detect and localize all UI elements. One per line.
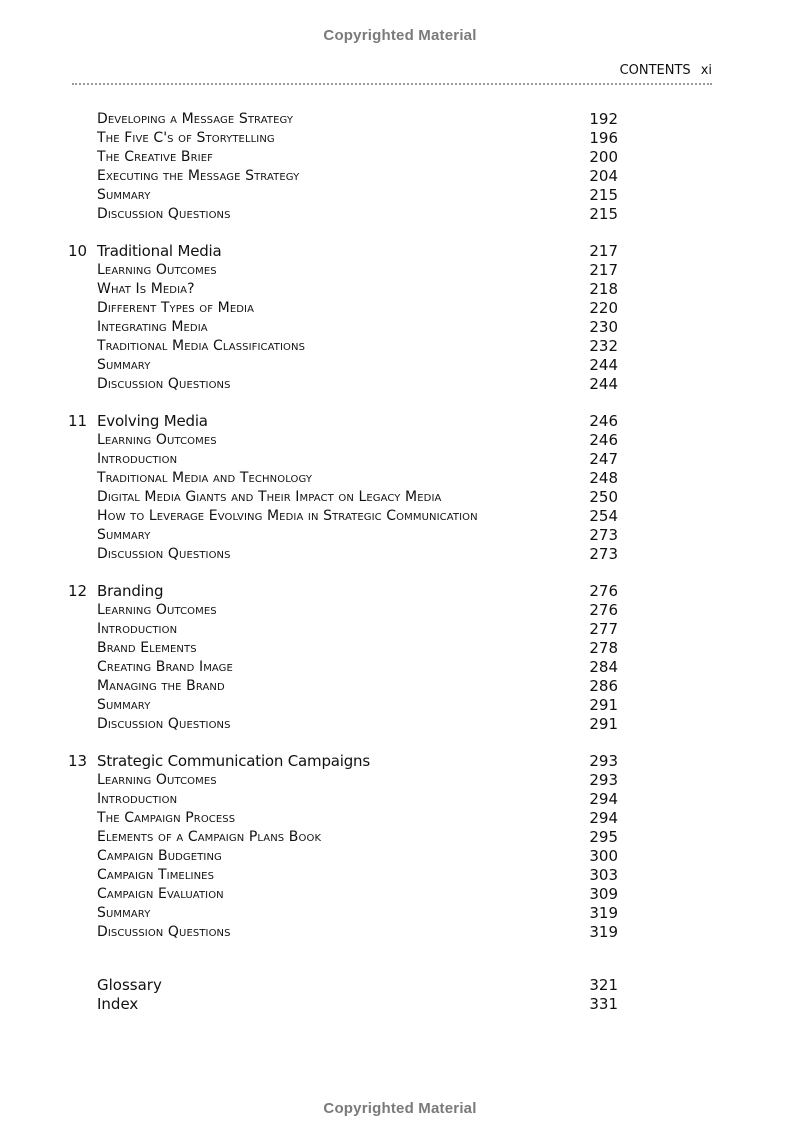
chapter-title: Branding [97, 582, 164, 600]
toc-section-entry[interactable] [0, 545, 800, 564]
section-title: Different Types of Media [97, 300, 255, 316]
section-title: Elements of a Campaign Plans Book [97, 829, 322, 845]
toc-section-entry[interactable] [0, 847, 800, 866]
toc-section-entry[interactable] [0, 167, 800, 186]
section-title: Learning Outcomes [97, 432, 217, 448]
section-title: Discussion Questions [97, 546, 231, 562]
chapter-list [0, 242, 800, 942]
section-title: Summary [97, 527, 151, 543]
toc-backmatter-entry[interactable] [0, 995, 800, 1014]
section-title: Learning Outcomes [97, 772, 217, 788]
running-head-label: CONTENTS [619, 63, 691, 78]
toc-section-entry[interactable] [0, 601, 800, 620]
toc-chapter-entry[interactable] [0, 752, 800, 771]
section-title: The Creative Brief [97, 149, 213, 165]
section-title: Summary [97, 357, 151, 373]
section-title: Executing the Message Strategy [97, 168, 300, 184]
page-number: 319 [589, 923, 618, 941]
copyright-watermark-bottom: Copyrighted Material [323, 1100, 477, 1117]
toc-chapter-entry[interactable] [0, 582, 800, 601]
page-number: 217 [589, 261, 618, 279]
page-number: 276 [589, 582, 618, 600]
running-head [620, 63, 712, 78]
toc-section-entry[interactable] [0, 620, 800, 639]
page-number: 215 [589, 205, 618, 223]
chapter-title: Strategic Communication Campaigns [97, 752, 370, 770]
section-title: Creating Brand Image [97, 659, 233, 675]
toc-section-entry[interactable] [0, 677, 800, 696]
toc-section-entry[interactable] [0, 280, 800, 299]
section-title: Summary [97, 187, 151, 203]
page-number: 278 [589, 639, 618, 657]
page-number: 291 [589, 715, 618, 733]
page-number: 319 [589, 904, 618, 922]
toc-section-entry[interactable] [0, 715, 800, 734]
section-title: Traditional Media and Technology [97, 470, 313, 486]
toc-section-entry[interactable] [0, 923, 800, 942]
chapter-block [0, 242, 800, 394]
toc-section-entry[interactable] [0, 885, 800, 904]
toc-section-entry[interactable] [0, 450, 800, 469]
section-title: Summary [97, 905, 151, 921]
backmatter-title: Index [97, 995, 139, 1013]
toc-section-entry[interactable] [0, 469, 800, 488]
section-title: Discussion Questions [97, 716, 231, 732]
chapter-number: 13 [68, 752, 88, 770]
toc-section-entry[interactable] [0, 904, 800, 923]
section-title: Campaign Evaluation [97, 886, 224, 902]
page-number: 291 [589, 696, 618, 714]
backmatter-list [0, 976, 800, 1014]
section-title: Summary [97, 697, 151, 713]
page-number: 254 [589, 507, 618, 525]
page-number: 294 [589, 790, 618, 808]
page-number: 284 [589, 658, 618, 676]
page-number: 294 [589, 809, 618, 827]
chapter-block [0, 752, 800, 942]
toc-section-entry[interactable] [0, 771, 800, 790]
page-number: 286 [589, 677, 618, 695]
section-title: Discussion Questions [97, 924, 231, 940]
page-number: 250 [589, 488, 618, 506]
section-title: Discussion Questions [97, 376, 231, 392]
section-title: Brand Elements [97, 640, 197, 656]
continued-sections [0, 110, 800, 224]
page-number: 244 [589, 375, 618, 393]
page-number: 230 [589, 318, 618, 336]
section-title: Digital Media Giants and Their Impact on Legacy Media [97, 489, 442, 505]
toc-section-entry[interactable] [0, 205, 800, 224]
toc-section-entry[interactable] [0, 261, 800, 280]
toc-backmatter-entry[interactable] [0, 976, 800, 995]
page-number: 220 [589, 299, 618, 317]
toc-section-entry[interactable] [0, 696, 800, 715]
chapter-title: Traditional Media [97, 242, 222, 260]
section-title: Discussion Questions [97, 206, 231, 222]
copyright-watermark-top: Copyrighted Material [323, 27, 477, 44]
backmatter-title: Glossary [97, 976, 162, 994]
toc-section-entry[interactable] [0, 866, 800, 885]
page-number: 192 [589, 110, 618, 128]
page-number: 295 [589, 828, 618, 846]
toc-section-entry[interactable] [0, 318, 800, 337]
page-number: 244 [589, 356, 618, 374]
page-number: 309 [589, 885, 618, 903]
toc-section-entry[interactable] [0, 148, 800, 167]
toc-chapter-entry[interactable] [0, 412, 800, 431]
section-title: What Is Media? [97, 281, 195, 297]
toc-section-entry[interactable] [0, 809, 800, 828]
page-number: 321 [589, 976, 618, 994]
table-of-contents [0, 110, 800, 1014]
page-folio: xi [700, 63, 712, 78]
page-number: 277 [589, 620, 618, 638]
toc-section-entry[interactable] [0, 507, 800, 526]
toc-section-entry[interactable] [0, 828, 800, 847]
chapter-block [0, 582, 800, 734]
section-title: Learning Outcomes [97, 602, 217, 618]
page-number: 246 [589, 412, 618, 430]
page-number: 276 [589, 601, 618, 619]
section-title: Campaign Timelines [97, 867, 215, 883]
page-number: 200 [589, 148, 618, 166]
section-title: The Campaign Process [97, 810, 236, 826]
toc-section-entry[interactable] [0, 299, 800, 318]
section-title: Integrating Media [97, 319, 208, 335]
page-number: 246 [589, 431, 618, 449]
toc-section-entry[interactable] [0, 488, 800, 507]
page-number: 247 [589, 450, 618, 468]
toc-section-entry[interactable] [0, 129, 800, 148]
page-number: 215 [589, 186, 618, 204]
page-number: 293 [589, 771, 618, 789]
toc-section-entry[interactable] [0, 110, 800, 129]
page-number: 248 [589, 469, 618, 487]
toc-section-entry[interactable] [0, 356, 800, 375]
page-number: 293 [589, 752, 618, 770]
section-title: The Five C's of Storytelling [97, 130, 275, 146]
toc-section-entry[interactable] [0, 375, 800, 394]
toc-section-entry[interactable] [0, 337, 800, 356]
toc-chapter-entry[interactable] [0, 242, 800, 261]
chapter-number: 11 [68, 412, 88, 430]
dotted-rule-divider [72, 83, 712, 85]
chapter-number: 12 [68, 582, 88, 600]
section-title: Developing a Message Strategy [97, 111, 294, 127]
chapter-title: Evolving Media [97, 412, 208, 430]
page-number: 303 [589, 866, 618, 884]
page-number: 331 [589, 995, 618, 1013]
section-title: Introduction [97, 451, 178, 467]
section-title: Managing the Brand [97, 678, 225, 694]
toc-section-entry[interactable] [0, 790, 800, 809]
page-number: 218 [589, 280, 618, 298]
chapter-block [0, 412, 800, 564]
toc-section-entry[interactable] [0, 431, 800, 450]
section-title: Introduction [97, 621, 178, 637]
section-title: Introduction [97, 791, 178, 807]
toc-section-entry[interactable] [0, 186, 800, 205]
chapter-number: 10 [68, 242, 88, 260]
toc-section-entry[interactable] [0, 526, 800, 545]
page-number: 196 [589, 129, 618, 147]
section-title: Campaign Budgeting [97, 848, 222, 864]
section-title: Learning Outcomes [97, 262, 217, 278]
page-number: 273 [589, 526, 618, 544]
section-title: How to Leverage Evolving Media in Strategic Communication [97, 508, 478, 524]
toc-section-entry[interactable] [0, 639, 800, 658]
page-number: 273 [589, 545, 618, 563]
page-number: 217 [589, 242, 618, 260]
section-title: Traditional Media Classifications [97, 338, 306, 354]
page-number: 232 [589, 337, 618, 355]
page-number: 204 [589, 167, 618, 185]
toc-section-entry[interactable] [0, 658, 800, 677]
page-number: 300 [589, 847, 618, 865]
